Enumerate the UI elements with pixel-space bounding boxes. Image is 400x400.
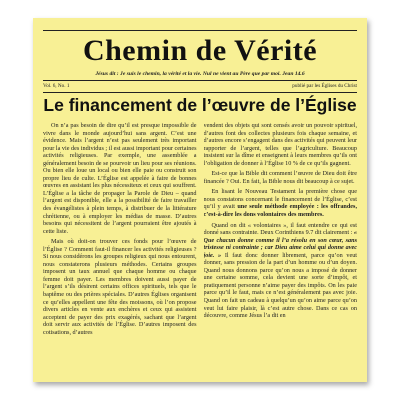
article-paragraph: Mais où doit-on trouver ces fonds pour l’œuvre de l’Église ? Comment faut-il financer les activités religieuses ? Si nous considérons les groupes religieux qui nous entourent, nous constaterons plusieurs méthodes. Certains groupes imposent un taux annuel que chaque homme ou chaque femme doit payer. Les membres doivent aussi payer de l’argent s’ils désirent certains offices spirituels, tels que le baptême ou des prières spéciales. D’autres Églises organisent ce qu’elles appellent une fête des moissons, où l’on propose divers articles en vente aux enchères et ceux qui assistent acceptent de payer des prix exagérés, sachant que l’argent doit servir aux activités de l’Église. D’autres imposent des cotisations, d’autres [43,238,197,336]
article-column-right [204,122,358,374]
paragraph-text: Quand on dit « volontaires », il faut entendre ce qui est donné sans contrainte. Deux Corinthiens 9.7 dit clairement : [203,221,357,237]
paragraph-text: En lisant le Nouveau Testament la première chose que nous constatons concernant le financement de l’Église, c’est qu’il y avait [203,188,357,211]
article-paragraph [204,222,358,320]
article-paragraph: vendent des objets qui sont censés avoir un pouvoir spirituel, d’autres font des collectes plusieurs fois chaque semaine, et d’autres encore s’engagent dans des activités qui peuvent leur rapporter de l’argent, telles que l’agriculture. Beaucoup insistent sur la dîme et enseignent à leurs membres qu’ils ont l’obligation de donner à l’Église 10 % de ce qu’ils gagnent. [203,122,357,167]
emphasis-text: une seule méthode employée : les offrandes, c’est-à-dire les dons volontaires des membres. [203,203,357,219]
issue-info-row [43,83,357,89]
paragraph-text: Il faut donc donner librement, parce qu’on veut donner, sans pression de la part d’un homme ou d’un doyen. Quand nous donnons parce qu’on nous a imposé de donner une certaine somme, cela devient une sorte d’impôt, et pratiquement personne n’aime payer des impôts. On les paie parce qu’il le faut, mais ce n’est généralement pas avec joie. Quand on fait un cadeau à quelqu’un qu’on aime parce qu’on veut lui faire plaisir, là c’est autre chose. Dans ce cas on découvre, comme Jésus l’a dit en [203,251,357,320]
masthead-title: Chemin de Vérité [82,34,318,67]
masthead-tagline: Jésus dit : Je suis le chemin, la vérité et la vie. Nul ne vient au Père que par moi. Jean 14.6 [95,71,305,77]
article-paragraph: Est-ce que la Bible dit comment l’œuvre de Dieu doit être financée ? Oui. En fait, la Bible nous dit beaucoup à ce sujet. [203,170,357,185]
issue-rule [43,92,357,93]
article-body [43,122,357,374]
top-rule [43,30,357,31]
newsletter-page [33,18,367,382]
article-column-left [43,122,197,374]
issue-publisher: publié par les Églises du Christ [292,83,357,89]
article-headline: Le financement de l’œuvre de l’Église [43,95,357,115]
masthead-rule [43,80,357,81]
article-paragraph [204,188,358,218]
issue-volume: Vol. 6, No. 1 [43,83,70,89]
scripture-quote: « Que chacun donne comme il l’a résolu en son cœur, sans tristesse ni contrainte ; car Dieu aime celui qui donne avec joie. » [203,229,357,259]
article-paragraph: On n’a pas besoin de dire qu’il est presque impossible de vivre dans le monde aujourd’hui sans argent. C’est une évidence. Mais l’argent n’est pas seulement très important pour la vie des individus ; il est aussi important pour certaines activités religieuses. Par exemple, une assemblée a généralement besoin de se pourvoir un lieu pour ses réunions. Ou bien elle loue un local ou bien elle paie ou construit son propre lieu de culte. L’Église est appelée à faire de bonnes œuvres en assistant les plus nécessiteux et ceux qui souffrent. L’Église a la tâche de propager la Parole de Dieu – quand l’argent est disponible, elle a la possibilité de faire travailler des évangélistes à plein temps, à distribuer de la littérature chrétienne, ou à employer les médias de masse. D’autres besoins qui nécessitent de l’argent pourraient être ajoutés à cette liste. [43,122,197,235]
